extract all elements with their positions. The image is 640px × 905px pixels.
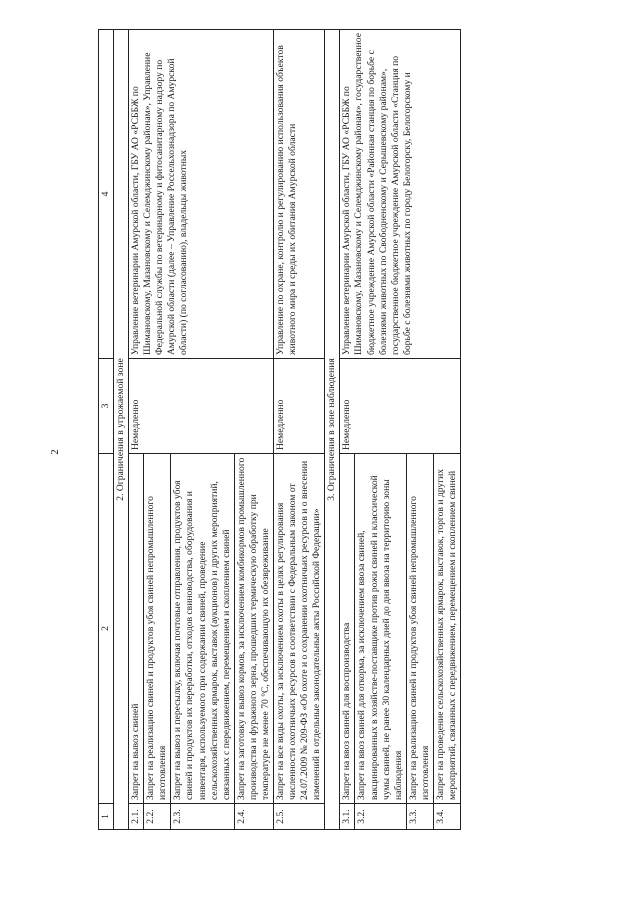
rotated-table-container	[98, 30, 598, 830]
row-text: Запрет на ввоз свиней для воспроизводства	[340, 454, 355, 804]
page-number: 2	[48, 449, 61, 455]
row-text: Запрет на заготовку и вывоз кормов, за исключением комбикормов промышленного производства и фуражного зерна, прошедших термическую обработку при температуре не менее 70 °С, обеспечивающую их обезвреживание	[234, 454, 273, 804]
row-text: Запрет на все виды охоты, за исключением охоты в целях регулирования численности охотничьих ресурсов в соответствии с Федеральным законом от 24.07.2009 № 209-ФЗ «Об охоте и о сохранении охотничьих ресурсов и о внесении изменений в отдельные законодательные акты Российской Федерации»	[274, 454, 325, 804]
row-text: Запрет на проведение сельскохозяйственных ярмарок, выставок, торгов и других мероприятий, связанных с передвижением, перемещением и скоплением свиней	[433, 454, 460, 804]
responsible-cell: Управление по охране, контролю и регулированию использования объектов животного мира и среды их обитания Амурской области	[274, 30, 325, 359]
section-row	[114, 30, 129, 830]
row-number: 2.3.	[171, 804, 234, 830]
section-title-observation-zone: 3. Ограничения в зоне наблюдения	[325, 30, 340, 830]
restrictions-table	[98, 29, 461, 830]
table-row	[340, 30, 355, 830]
header-col-2: 2	[99, 454, 114, 804]
table-row	[274, 30, 325, 830]
row-number: 2.4.	[234, 804, 273, 830]
row-text: Запрет на вывоз свиней	[129, 454, 144, 804]
responsible-cell: Управление ветеринарии Амурской области, ГБУ АО «РСББЖ по Шимановскому, Мазановскому и Селемджинскому районам», Управление Федеральной службы по ветеринарному и фитосанитарному надзору по Амурской области (далее – Управление Россельхознадзора по Амурской области) (по согласованию), владельцы животных	[129, 30, 274, 359]
row-number: 2.1.	[129, 804, 144, 830]
table-header-row	[99, 30, 114, 830]
section-row	[325, 30, 340, 830]
row-text: Запрет на ввоз свиней для откорма, за исключением ввоза свиней, вакцинированных в хозяйстве-поставщике против рожи свиней и классической чумы свиней, не ранее 30 календарных дней до дня ввоза на территорию зоны наблюдения	[355, 454, 406, 804]
row-number: 2.5.	[274, 804, 325, 830]
header-col-4: 4	[99, 30, 114, 359]
row-number: 3.4.	[433, 804, 460, 830]
header-col-1: 1	[99, 804, 114, 830]
term-cell: Немедленно	[340, 359, 461, 454]
row-text: Запрет на реализацию свиней и продуктов убоя свиней непромышленного изготовления	[406, 454, 433, 804]
row-number: 3.1.	[340, 804, 355, 830]
header-col-3: 3	[99, 359, 114, 454]
term-cell: Немедленно	[274, 359, 325, 454]
row-number: 3.3.	[406, 804, 433, 830]
row-number: 3.2.	[355, 804, 406, 830]
row-text: Запрет на реализацию свиней и продуктов убоя свиней непромышленного изготовления	[144, 454, 171, 804]
section-title-threat-zone: 2. Ограничения в угрожаемой зоне	[114, 30, 129, 830]
row-text: Запрет на вывоз и пересылку, включая почтовые отправления, продуктов убоя свиней и продуктов их переработки, отходов свиноводства, оборудования и инвентаря, используемого при содержании свиней, проведение сельскохозяйственных ярмарок, выставок (аукционов) и других мероприятий, связанных с передвижением, перемещением и скоплением свиней	[171, 454, 234, 804]
responsible-cell: Управление ветеринарии Амурской области, ГБУ АО «РСББЖ по Шимановскому, Мазановскому и Селемджинскому районам», государственное бюджетное учреждение Амурской области «Районная станция по борьбе с болезнями животных по Свободненскому и Серышевскому районам», государственное бюджетное учреждение Амурской области «Станция по борьбе с болезнями животных по городу Белогорску, Белогорскому и	[340, 30, 461, 359]
row-number: 2.2.	[144, 804, 171, 830]
term-cell: Немедленно	[129, 359, 274, 454]
table-row	[129, 30, 144, 830]
